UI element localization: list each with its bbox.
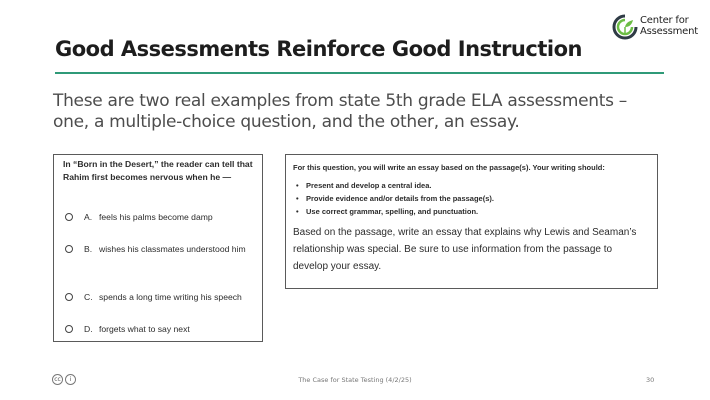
- logo-line-1: Center for: [640, 15, 689, 26]
- essay-question-panel: [285, 154, 658, 289]
- license-icons: [52, 374, 76, 385]
- option-letter: D.: [84, 324, 93, 334]
- page-number: 30: [646, 376, 655, 384]
- essay-requirements-list: [293, 179, 649, 218]
- radio-button-icon[interactable]: [65, 213, 73, 221]
- option-c[interactable]: [65, 291, 264, 304]
- list-item: [293, 205, 649, 218]
- bullet-icon: •: [296, 181, 299, 190]
- option-letter: C.: [84, 292, 93, 302]
- option-a[interactable]: [65, 211, 264, 224]
- bullet-text: Present and develop a central idea.: [306, 181, 432, 190]
- radio-button-icon[interactable]: [65, 325, 73, 333]
- bullet-icon: •: [296, 207, 299, 216]
- center-for-assessment-logo-icon: [612, 14, 638, 40]
- bullet-text: Provide evidence and/or details from the passage(s).: [306, 194, 494, 203]
- intro-text: These are two real examples from state 5th grade ELA assessments – one, a multiple-choice question, and the other, an essay.: [53, 91, 627, 132]
- question-stem: In “Born in the Desert,” the reader can tell that Rahim first becomes nervous when he —: [63, 159, 253, 182]
- title-divider: [55, 72, 664, 74]
- option-text: forgets what to say next: [99, 324, 190, 334]
- bullet-text: Use correct grammar, spelling, and punctuation.: [306, 207, 479, 216]
- radio-button-icon[interactable]: [65, 245, 73, 253]
- option-letter: B.: [84, 244, 93, 254]
- list-item: [293, 192, 649, 205]
- center-for-assessment-logo: [612, 13, 698, 43]
- option-text: wishes his classmates understood him: [99, 244, 246, 254]
- essay-prompt: Based on the passage, write an essay that explains why Lewis and Seaman’s relationship was special. Be sure to use information from the passage to develop your essay.: [293, 227, 637, 272]
- option-text: spends a long time writing his speech: [99, 292, 242, 302]
- slide-title: Good Assessments Reinforce Good Instruction: [55, 37, 582, 61]
- option-b[interactable]: [65, 243, 249, 256]
- footer-title: The Case for State Testing (4/2/25): [298, 376, 412, 384]
- option-d[interactable]: [65, 323, 264, 336]
- bullet-icon: •: [296, 194, 299, 203]
- multiple-choice-question-panel: [53, 154, 263, 342]
- list-item: [293, 179, 649, 192]
- option-text: feels his palms become damp: [99, 212, 213, 222]
- option-letter: A.: [84, 212, 93, 222]
- logo-line-2: Assessment: [640, 26, 698, 37]
- cc-icon: cc: [52, 374, 63, 385]
- essay-instructions: For this question, you will write an essay based on the passage(s). Your writing should:: [293, 163, 605, 172]
- by-icon: i: [65, 374, 76, 385]
- logo-text: [640, 15, 698, 37]
- radio-button-icon[interactable]: [65, 293, 73, 301]
